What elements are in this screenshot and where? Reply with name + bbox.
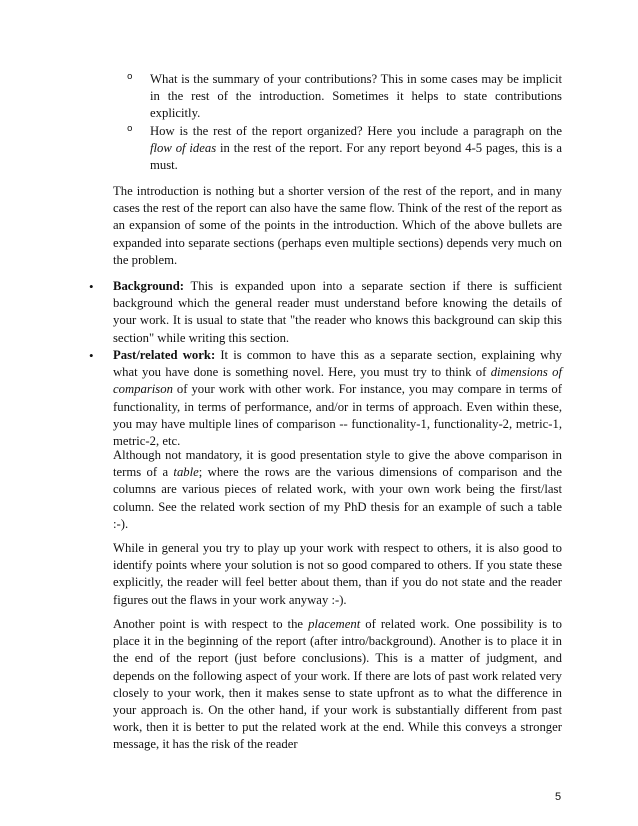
sub-bullet-text: What is the summary of your contributions? This in some cases may be implicit in the rest of the introduction. Sometimes it helps to state contributions explicitly.	[150, 72, 562, 121]
emphasis-placement: placement	[308, 617, 361, 631]
bullet-title: Background:	[113, 279, 184, 293]
emphasis-flow-of-ideas: flow of ideas	[150, 141, 217, 156]
hollow-bullet-icon: o	[127, 72, 133, 82]
bullet-text: Background: This is expanded upon into a separate section if there is sufficient background which the general reader must understand before knowing the details of your work. It is usual to state that "the reader who knows this background can skip this section" while writing this section.	[113, 279, 562, 345]
paragraph-placement: Another point is with respect to the placement of related work. One possibility is to place it in the beginning of the report (after intro/background). Another is to place it in the end of the report (just before conclusions). This is a matter of judgment, and depends on the following aspect of your work. If there are lots of past work related very closely to your work, then it makes sense to state upfront as to what the difference in your approach is. On the other hand, if your work is substantially different from past work, then it is better to put the related work at the end. While this conveys a stronger message, it has the risk of the reader	[113, 617, 562, 752]
emphasis-dimensions: dimensions of comparison	[113, 365, 562, 397]
bullet-icon: •	[89, 348, 94, 363]
paragraph-play-up-work: While in general you try to play up your work with respect to others, it is also good to identify points where your solution is not so good compared to others. If you state these explicitly, the reader will feel better about them, than if you do not state and the reader figures out the flaws in your work anyway :-).	[113, 541, 562, 607]
sub-bullet-text: How is the rest of the report organized? Here you include a paragraph on the flow of ideas in the rest of the report. For any report beyond 4-5 pages, this is a must.	[150, 124, 562, 173]
bullet-related-work	[89, 347, 562, 450]
bullet-background	[89, 278, 562, 347]
paragraph-comparison-table: Although not mandatory, it is good presentation style to give the above comparison in terms of a table; where the rows are the various dimensions of comparison and the columns are various pieces of related work, with your own work being the first/last column. See the related work section of my PhD thesis for an example of such a table :-).	[113, 448, 562, 531]
emphasis-table: table	[173, 465, 199, 480]
hollow-bullet-icon: o	[127, 124, 133, 134]
paragraph-introduction: The introduction is nothing but a shorter version of the rest of the report, and in many cases the rest of the report can also have the same flow. Think of the rest of the report as an expansion of some of the points in the introduction. Which of the above bullets are expanded into separate sections (perhaps even multiple sections) depends very much on the problem.	[113, 184, 562, 267]
sub-bullet-contributions	[129, 71, 562, 123]
bullet-title: Past/related work:	[113, 348, 216, 362]
sub-bullet-organization	[129, 123, 562, 175]
bullet-text: Past/related work: It is common to have this as a separate section, explaining why what you have done is something novel. Here, you must try to think of dimensions of comparison of your work with other work. For instance, you may compare in terms of functionality, in terms of performance, and/or in terms of approach. Even within these, you may have multiple lines of comparison -- functionality-1, functionality-2, metric-1, metric-2, etc.	[113, 348, 562, 449]
bullet-icon: •	[89, 279, 94, 294]
page-number: 5	[555, 791, 562, 803]
